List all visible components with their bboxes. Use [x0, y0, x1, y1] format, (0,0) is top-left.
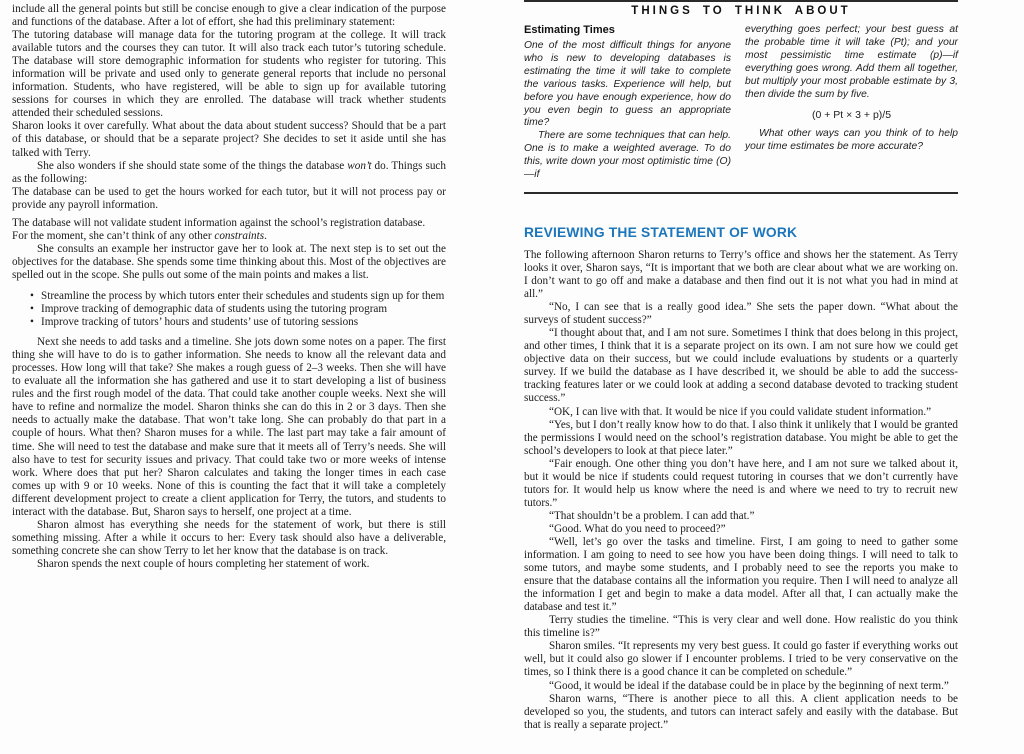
left-column: [12, 3, 446, 571]
dialogue-paragraph: “Good. What do you need to proceed?”: [549, 522, 726, 535]
dialogue-paragraph: “No, I can see that is a really good idea.” She sets the paper down. “What about the surveys of student success?”: [524, 301, 958, 327]
body-paragraph: She consults an example her instructor gave her to look at. The next step is to set out the objectives for the database. She spends some time thinking about this. Most of the objectives are spelled out in the scope. She pulls out some of the main points and makes a list.: [12, 242, 446, 281]
objective-item: • Streamline the process by which tutors enter their schedules and students sign up for them: [41, 290, 446, 303]
body-paragraph: Sharon almost has everything she needs for the statement of work, but there is still something missing. After a while it occurs to her: Every task should also have a deliverable, something concrete she can show Terry to let her know that the database is on track.: [12, 518, 446, 557]
objective-item: • Improve tracking of tutors’ hours and students’ use of tutoring sessions: [41, 316, 446, 329]
body-paragraph: include all the general points but still be concise enough to give a clear indication of the purpose and functions of the database. After a lot of effort, she had this preliminary statement:: [12, 3, 446, 29]
body-paragraph: The following afternoon Sharon returns to Terry’s office and shows her the statement. As Terry looks it over, Sharon says, “It is important that we both are clear about what we are working on. I don’t want to go off and make a database and then find out it is not what you had in mind at all.”: [524, 248, 958, 301]
body-paragraph: Next she needs to add tasks and a timeline. She jots down some notes on a paper. The first thing she will have to do is to gather information. She needs to know all the relevant data and processes. How long will that take? She makes a rough guess of 2–3 weeks. Then she will have to evaluate all the information she has gathered and use it to start developing a list of business rules and the first rough model of the data. That could take another couple weeks. Next she will have to refine and normalize the model. Sharon thinks she can do this in 2 or 3 days. Then she needs to actually make the database. That won’t take long. She can probably do that part in a couple of hours. What then? Sharon muses for a while. The last part may take a fair amount of time. She will need to test the database and make sure that it meets all of Terry’s needs. She will also have to test for security issues and privacy. That could take two or more weeks of intense work. Where does that put her? Sharon calculates and taking the longer times in each case comes up with 9 or 10 weeks. None of this is counting the fact that it will take a completely different development project to create a client application for Terry, the tutors, and students to interact with the database. But, Sharon says to herself, one project at a time.: [12, 336, 446, 518]
dialogue-paragraph: “Well, let’s go over the tasks and timeline. First, I am going to need to gather some information. I am going to need to see how you have been doing things. I will need to talk to some tutors, and maybe some students, and I probably need to see the reports you make to ensure that the database contains all the information you require. Then I will need to analyze all the information I get and begin to make a data model. After all that, I can actually make the database and test it.”: [524, 536, 958, 614]
constraint-quote: The database can be used to get the hours worked for each tutor, but it will not process pay or provide any payroll information.: [12, 185, 446, 211]
section-heading: REVIEWING THE STATEMENT OF WORK: [524, 224, 798, 240]
sidebar-subheading: Estimating Times: [524, 24, 615, 36]
dialogue-paragraph: “OK, I can live with that. It would be nice if you could validate student information.”: [549, 405, 932, 418]
dialogue-paragraph: “Good, it would be ideal if the database could be in place by the beginning of next term.”: [549, 679, 949, 692]
sidebar-columns: [524, 24, 958, 182]
constraint-quote: The database will not validate student information against the school’s registration database.: [12, 216, 426, 229]
sidebar-title: THINGS TO THINK ABOUT: [631, 5, 851, 17]
sidebar-paragraph: What other ways can you think of to help your time estimates be more accurate?: [745, 128, 958, 153]
right-column: [524, 0, 958, 732]
dialogue-paragraph: “I thought about that, and I am not sure. Sometimes I think that does belong in this project, and other times, I think that it is a separate project on its own. I am not sure how we could get objective data on their success, but we could include evaluations by students or a quarterly survey. If we build the database as I have described it, we should be able to add the success-tracking features later or we could look at adding a second database devoted to tracking student success.”: [524, 327, 958, 405]
objectives-list: [12, 290, 446, 329]
things-to-think-about-box: [524, 0, 958, 194]
body-paragraph: Sharon looks it over carefully. What about the data about student success? Should that be a part of this database, or should that be a separate project? She decides to set it aside until she has talked with Terry.: [12, 120, 446, 159]
dialogue-paragraph: “That shouldn’t be a problem. I can add that.”: [549, 509, 755, 522]
sidebar-paragraph: There are some techniques that can help. One is to make a weighted average. To do this, write down your most optimistic time (O)—if: [524, 130, 731, 181]
objective-item: • Improve tracking of demographic data of students using the tutoring program: [41, 303, 446, 316]
dialogue-paragraph: Sharon warns, “There is another piece to all this. A client application needs to be developed so you, the students, and tutors can interact safely and easily with the database. But that is really a separate project.”: [524, 692, 958, 731]
dialogue-paragraph: “Fair enough. One other thing you don’t have here, and I am not sure we talked about it, but it would be nice if students could request tutoring in courses that we don’t currently have tutors for. It would help us know where the need is and where we need to try to recruit new tutors.”: [524, 457, 958, 509]
preliminary-statement-quote: The tutoring database will manage data for the tutoring program at the college. It will track available tutors and the courses they can tutor. It will also track each tutor’s tutoring schedule. The database will store demographic information for students who register for tutoring. This information will be private and used only to generate general reports that include no personal information. Students, who have registered, will be able to sign up for available tutoring sessions for courses in which they are enrolled. The database will track whether students attended their scheduled sessions.: [12, 29, 446, 120]
sidebar-paragraph: One of the most difficult things for anyone who is new to developing databases is estimating the time it will take to complete the various tasks. Experience will help, but before you have enough experience, how do you even begin to guess an appropriate time?: [524, 40, 731, 129]
body-paragraph: Sharon spends the next couple of hours completing her statement of work.: [37, 557, 370, 570]
sidebar-column-right: [745, 24, 958, 182]
body-paragraph: She also wonders if she should state some of the things the database won’t do. Things such as the following:: [12, 159, 446, 185]
dialogue-paragraph: Terry studies the timeline. “This is very clear and well done. How realistic do you think this timeline is?”: [524, 614, 958, 640]
sidebar-paragraph: everything goes perfect; your best guess at the probable time it will take (Pt); and your most pessimistic time estimate (p)—if everything goes wrong. Add them all together, but multiply your most probable estimate by 3, then divide the sum by five.: [745, 24, 958, 100]
dialogue-paragraph: “Yes, but I don’t really know how to do that. I also think it unlikely that I would be granted the permissions I would need on the school’s registration database. You might be able to get the school’s developers to look at that piece later.”: [524, 418, 958, 457]
sidebar-column-left: [524, 24, 731, 182]
weighted-average-formula: (0 + Pt × 3 + p)/5: [811, 109, 892, 122]
body-paragraph: For the moment, she can’t think of any other constraints.: [12, 229, 267, 242]
section-body: [524, 249, 958, 732]
dialogue-paragraph: Sharon smiles. “It represents my very best guess. It could go faster if everything works out well, but it could also go slower if I encounter problems. I tried to be very conservative on the times, so I think there is a good chance it can be completed on schedule.”: [524, 640, 958, 679]
